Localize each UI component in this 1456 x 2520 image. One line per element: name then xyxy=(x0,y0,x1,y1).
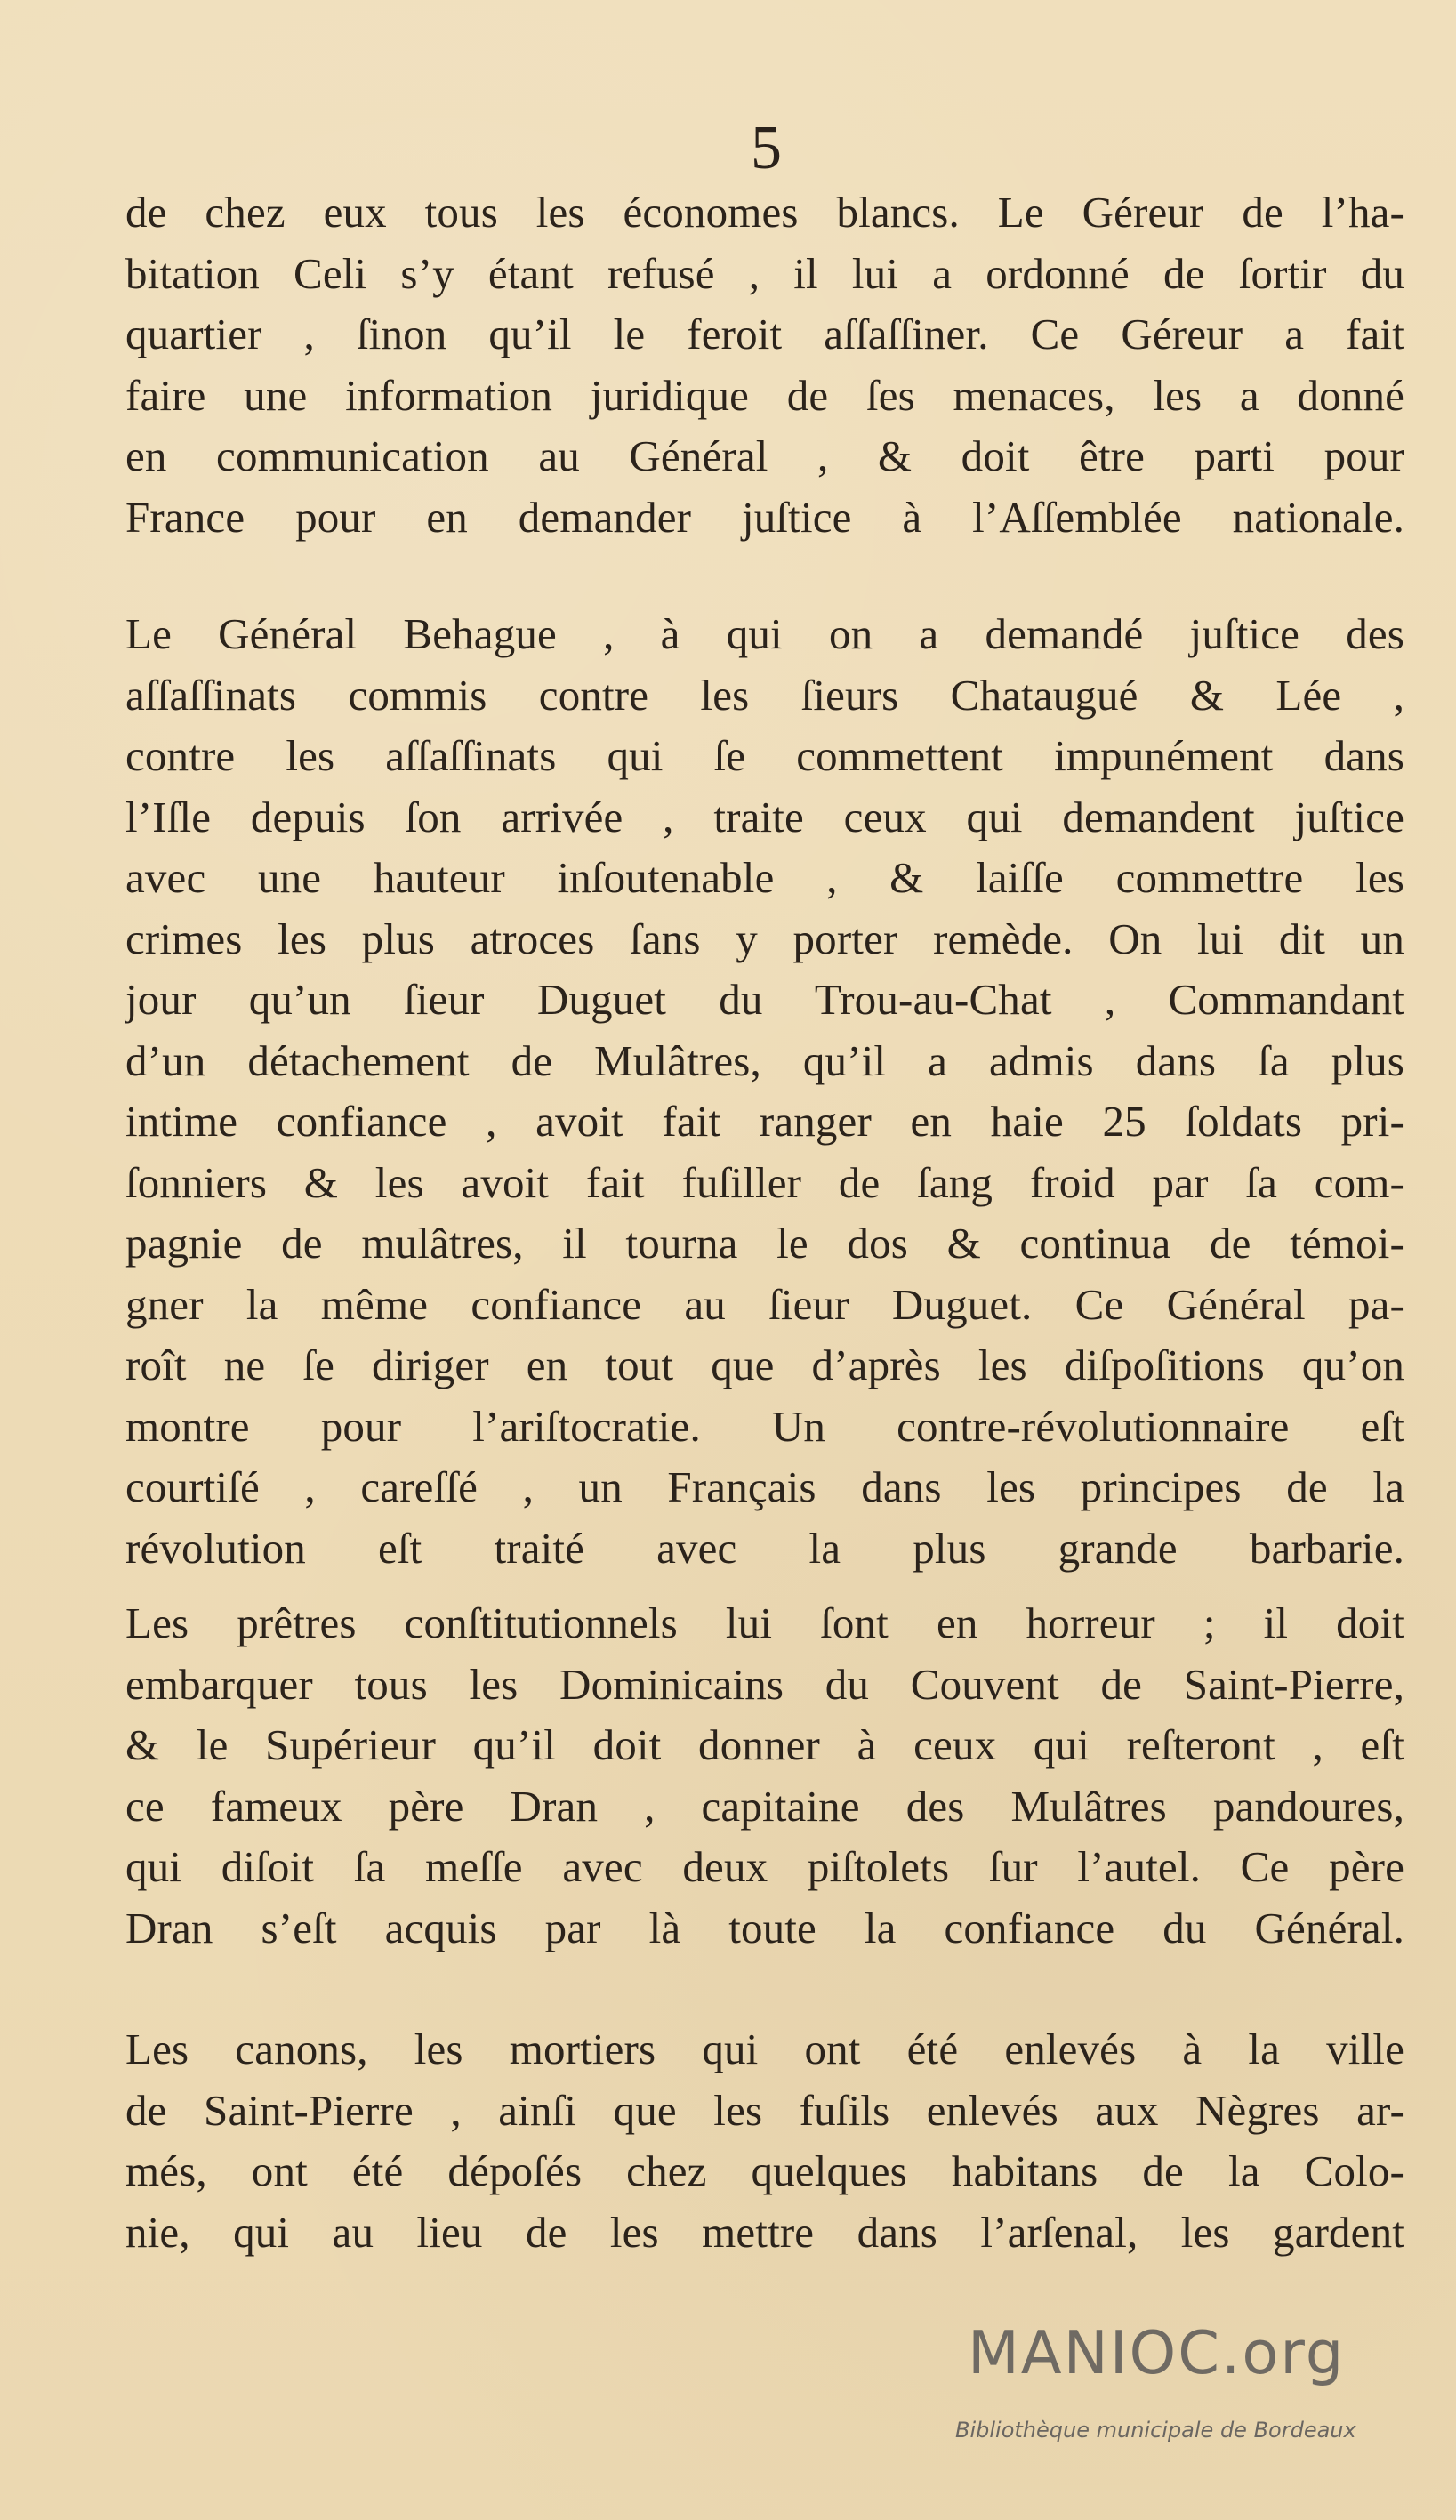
text-line: & le Supérieur qu’il doit donner à ceux qui reſteront , eſt xyxy=(125,1720,1404,1769)
text-line: faire une information juridique de ſes menaces, les a donné xyxy=(125,370,1404,420)
paragraph-3 xyxy=(125,1593,1404,1959)
paragraph-2 xyxy=(125,604,1404,1579)
text-line: France pour en demander juſtice à l’Aſſemblée nationale. xyxy=(125,492,1404,542)
text-line: de chez eux tous les économes blancs. Le Géreur de l’ha- xyxy=(125,188,1404,237)
text-line: nie, qui au lieu de les mettre dans l’arſenal, les gardent xyxy=(125,2207,1404,2257)
text-line: jour qu’un ſieur Duguet du Trou-au-Chat , Commandant xyxy=(125,975,1404,1024)
text-line: embarquer tous les Dominicains du Couvent de Saint-Pierre, xyxy=(125,1659,1404,1709)
paragraph-4 xyxy=(125,2019,1404,2263)
text-line: Les canons, les mortiers qui ont été enlevés à la ville xyxy=(125,2025,1404,2073)
text-line: Dran s’eſt acquis par là toute la confiance du Général. xyxy=(125,1903,1404,1952)
text-line: roît ne ſe diriger en tout que d’après les diſpoſitions qu’on xyxy=(125,1341,1404,1389)
text-line: de Saint-Pierre , ainſi que les fuſils enlevés aux Nègres ar- xyxy=(125,2085,1404,2135)
text-line: ſonniers & les avoit fait fuſiller de ſang froid par ſa com- xyxy=(125,1157,1404,1207)
manioc-logo: MANIOC.org xyxy=(968,2318,1346,2387)
text-line: Les prêtres conſtitutionnels lui ſont en horreur ; il doit xyxy=(125,1598,1404,1647)
text-line: Le Général Behague , à qui on a demandé juſtice des xyxy=(125,609,1404,658)
text-line: avec une hauteur inſoutenable , & laiſſe commettre les xyxy=(125,853,1404,902)
text-line: d’un détachement de Mulâtres, qu’il a admis dans ſa plus xyxy=(125,1035,1404,1085)
library-credit: Bibliothèque municipale de Bordeaux xyxy=(955,2418,1356,2443)
paragraph-1 xyxy=(125,182,1404,548)
text-line: en communication au Général , & doit être parti pour xyxy=(125,431,1404,480)
text-line: ce fameux père Dran , capitaine des Mulâtres pandoures, xyxy=(125,1781,1404,1831)
text-line: quartier , ſinon qu’il le feroit aſſaſſiner. Ce Géreur a fait xyxy=(125,310,1404,358)
text-line: contre les aſſaſſinats qui ſe commettent impunément dans xyxy=(125,731,1404,780)
text-line: més, ont été dépoſés chez quelques habitans de la Colo- xyxy=(125,2146,1404,2195)
text-line: aſſaſſinats commis contre les ſieurs Chataugué & Lée , xyxy=(125,670,1404,720)
text-line: bitation Celi s’y étant refusé , il lui a ordonné de ſortir du xyxy=(125,248,1404,298)
text-line: l’Iſle depuis ſon arrivée , traite ceux qui demandent juſtice xyxy=(125,792,1404,841)
text-line: pagnie de mulâtres, il tourna le dos & continua de témoi- xyxy=(125,1219,1404,1268)
text-line: crimes les plus atroces ſans y porter remède. On lui dit un xyxy=(125,914,1404,963)
text-line: gner la même confiance au ſieur Duguet. Ce Général pa- xyxy=(125,1279,1404,1329)
page-number: 5 xyxy=(751,114,782,182)
text-line: intime confiance , avoit fait ranger en haie 25 ſoldats pri- xyxy=(125,1097,1404,1146)
text-line: montre pour l’ariſtocratie. Un contre-révolutionnaire eſt xyxy=(125,1401,1404,1451)
text-line: révolution eſt traité avec la plus grande barbarie. xyxy=(125,1523,1404,1573)
text-line: courtiſé , careſſé , un Français dans les principes de la xyxy=(125,1462,1404,1511)
text-line: qui diſoit ſa meſſe avec deux piſtolets ſur l’autel. Ce père xyxy=(125,1842,1404,1891)
manioc-watermark xyxy=(968,2318,1386,2405)
